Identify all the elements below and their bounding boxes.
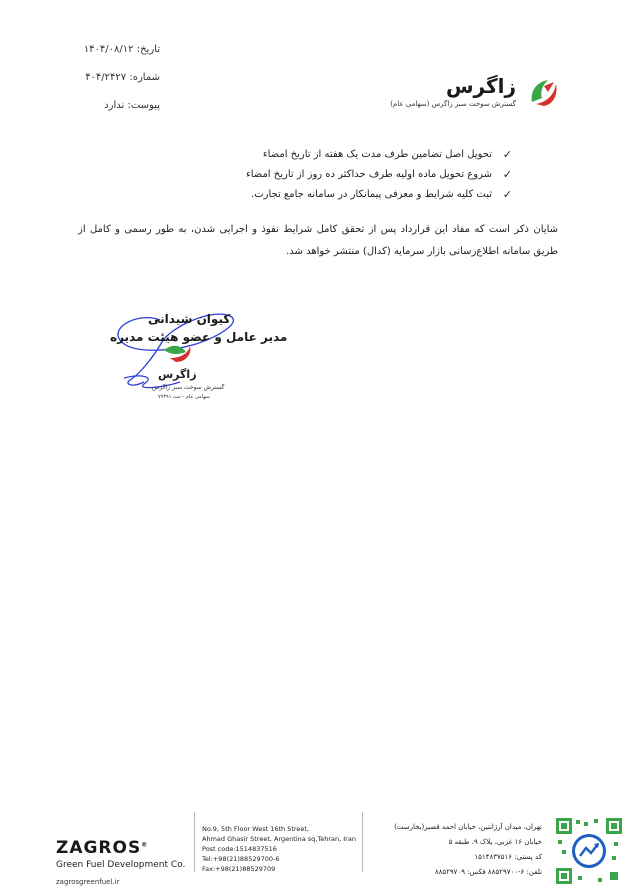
attachment-label: پیوست:: [127, 100, 160, 111]
date-row: [60, 36, 160, 64]
logo-tagline: گسترش سوخت سبز زاگرس (سهامی عام): [390, 100, 516, 108]
letter-meta: [60, 36, 160, 120]
address-line: Fax:+98(21)88529709: [202, 865, 276, 873]
checklist: [212, 144, 512, 204]
address-line: تهران، میدان آرژانتین، خیابان احمد قصیر(بخارست): [394, 823, 542, 831]
list-item: [212, 184, 512, 204]
letter-footer: [0, 812, 634, 894]
attachment-value: ندارد: [104, 100, 125, 111]
signature-block: [100, 308, 288, 408]
address-line: کد پستی: ۱۵۱۴۸۳۷۵۱۶: [474, 853, 542, 861]
list-item: [212, 144, 512, 164]
date-label: تاریخ:: [136, 44, 160, 55]
signer-name: کیوان شیدانی: [148, 312, 231, 326]
list-item-text: تحویل اصل تضامین طرف مدت یک هفته از تاریخ امضاء: [262, 148, 492, 160]
checkmark-icon: ✓: [502, 167, 512, 181]
address-line: خیابان ۱۶ غربی، پلاک ۹، طبقه ۵: [448, 838, 542, 846]
number-row: [60, 64, 160, 92]
body-paragraph: شایان ذکر است که مفاد این قرارداد پس از تحقق کامل شرایط نفوذ و اجرایی شدن، به طور رسمی و کامل از طریق سامانه اطلاع‌رسانی بازار سرمایه (کدال) منتشر خواهد شد.: [78, 224, 558, 257]
date-value: ۱۴۰۴/۰۸/۱۲: [83, 44, 134, 55]
stamp-tagline: گسترش سوخت سبز زاگرس: [152, 384, 225, 391]
company-logo: [390, 68, 564, 118]
signer-title: مدیر عامل و عضو هیئت مدیره: [110, 330, 288, 344]
footer-brand-text: ZAGROS: [56, 838, 142, 858]
address-line: No.9, 5th Floor West 16th Street,: [202, 825, 310, 833]
footer-brand-sub: Green Fuel Development Co.: [56, 860, 186, 870]
checkmark-icon: ✓: [502, 187, 512, 201]
list-item: [212, 164, 512, 184]
english-address: [202, 824, 356, 874]
address-line: Post code:1514837516: [202, 845, 277, 853]
footer-brand: [56, 838, 148, 858]
address-line: تلفن: ۶-۸۸۵۲۹۷۰۰ فکس: ۸۸۵۲۹۷۰۹: [434, 868, 542, 876]
qr-code-icon: [554, 816, 624, 886]
divider: [194, 812, 195, 872]
logo-mark-icon: [524, 72, 564, 112]
attachment-row: [60, 92, 160, 120]
stamp-registration: سهامی عام - ثبت ۷۷۳۹۱: [158, 394, 210, 400]
list-item-text: ثبت کلیه شرایط و معرفی پیمانکار در سامانه جامع تجارت.: [251, 188, 492, 200]
logo-wordmark: زاگرس: [445, 74, 516, 98]
stamp-wordmark: زاگرس: [158, 368, 197, 381]
address-line: Tel:+98(21)88529700-6: [202, 855, 280, 863]
footer-url: zagrosgreenfuel.ir: [56, 878, 120, 886]
registered-mark: ®: [141, 841, 149, 849]
checkmark-icon: ✓: [502, 147, 512, 161]
persian-address: [394, 820, 542, 880]
list-item-text: شروع تحویل ماده اولیه طرف حداکثر ده روز از تاریخ امضاء: [246, 168, 492, 180]
number-label: شماره:: [129, 72, 160, 83]
divider: [362, 812, 363, 872]
number-value: ۴۰۴/۲۴۲۷: [85, 72, 127, 83]
address-line: Ahmad Ghasir Street, Argentina sq,Tehran, Iran: [202, 835, 356, 843]
